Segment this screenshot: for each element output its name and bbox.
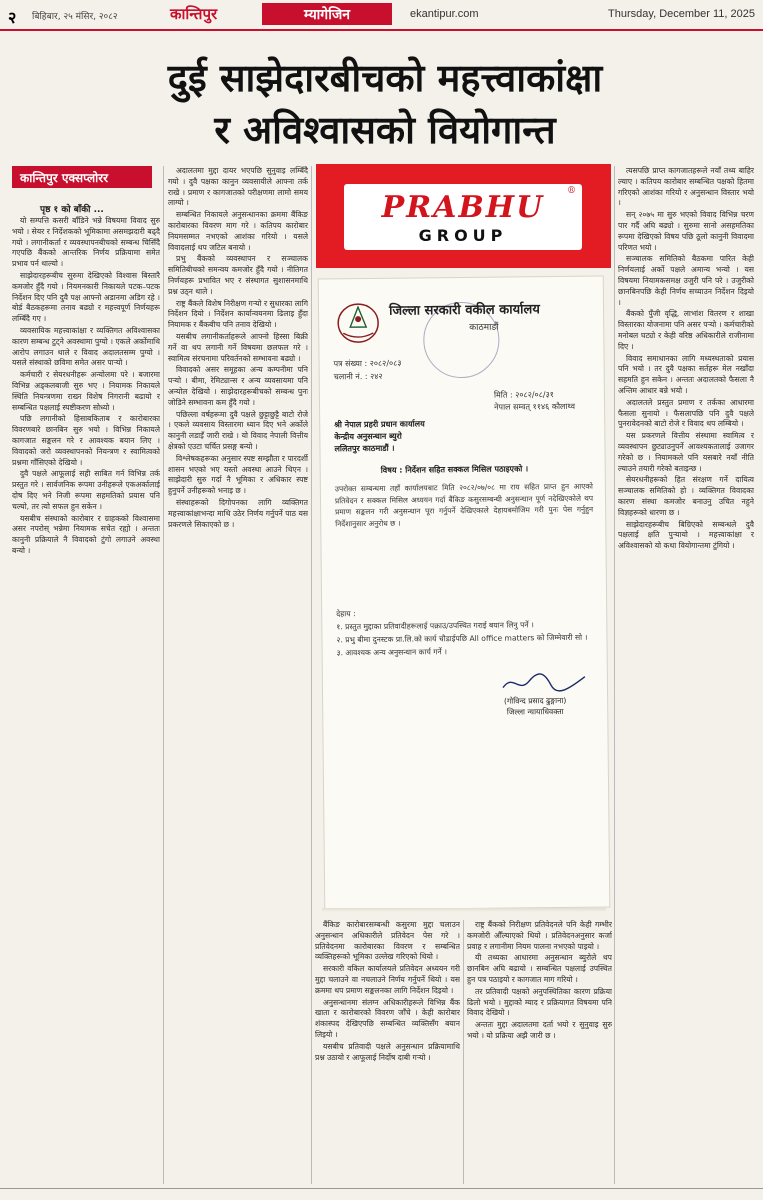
letter-date-nepal-samvat: नेपाल सम्वत् ११४६ कौलाथ्व [494, 401, 576, 412]
article-column-5 [467, 920, 612, 1184]
signer-title: जिल्ला न्यायाधिवक्ता [506, 706, 564, 717]
registered-mark-icon: ® [567, 186, 576, 196]
ad-brand-subtitle: GROUP [418, 226, 508, 245]
letter-body: उपरोक्त सम्बन्धमा तहाँ कार्यालयबाट मिति २०८२/०७/०८ मा राय सहित प्राप्त हुन आएको प्रतिवेदन र सक्कल मिसिल अध्ययन गर्दा बैंकिङ कसुरसम्बन्धी अनुसन्धान पूर्ण नदेखिएकोले थप प्रमाण सङ्कलन गरी अनुसन्धान पूरा गर्नुपर्ने देखिएकाले देहायबमोजिम गरी पुनः पेस गर्नुहुन निर्देशानुसार अनुरोध छ । [334, 481, 594, 528]
instructions-heading: देहाय : [336, 609, 356, 619]
footer-divider [0, 1188, 763, 1189]
paragraph: यसबीच संस्थाको कारोबार र ग्राहकको विश्वासमा असर नपरोस् भन्नेमा नियामक सचेत रह्यो । अन्ततः कानुनी प्रक्रियाले नै विवादको टुंगो लगाउने अवस्था बन्यो । [12, 513, 160, 555]
headline-line-2: र अविश्वासको वियोगान्त [214, 108, 556, 152]
continued-from: पृष्ठ १ को बाँकी ... [40, 205, 104, 215]
article-column-2 [168, 166, 308, 1184]
column-tag: कान्तिपुर एक्सप्लोरर [12, 166, 152, 188]
column-divider [614, 166, 615, 1184]
ad-brand-name: PRABHU [381, 190, 545, 225]
paragraph: त्यसपछि प्राप्त कागजातहरूले नयाँ तथ्य बाहिर ल्याए । कतिपय कारोबार सम्बन्धित पक्षको हितमा गरिएको आशंका गरियो र अनुसन्धान विस्तार भयो । [618, 166, 754, 208]
paragraph: अदालतले प्रस्तुत प्रमाण र तर्कका आधारमा फैसला सुनायो । फैसलापछि पनि दुवै पक्षले पुनरावेदनको बाटो रोजे र विवाद थप लम्बियो । [618, 397, 754, 429]
paragraph: अनुसन्धानमा संलग्न अधिकारीहरूले विभिन्न बैंक खाता र कारोबारको विवरण जाँचे । केही कारोबार शंकास्पद देखिएपछि सम्बन्धित व्यक्तिसँग बयान लिइयो । [315, 997, 460, 1039]
letter-photo [319, 277, 610, 910]
article-column-3 [618, 166, 754, 1184]
paragraph: तर प्रतिवादी पक्षको अनुपस्थितिका कारण प्रक्रिया ढिलो भयो । मुद्दाको म्याद र प्रक्रियागत विषयमा पनि विवाद देखियो । [467, 986, 612, 1018]
paragraph: विश्लेषकहरूका अनुसार स्पष्ट सम्झौता र पारदर्शी शासन भएको भए यस्तो अवस्था आउने थिएन । साझेदारी सुरु गर्दा नै भूमिका र अधिकार स्पष्ट हुनुपर्ने उनीहरूको भनाइ छ । [168, 453, 308, 496]
letter-reference [334, 357, 402, 384]
paragraph: राष्ट्र बैंकको निरीक्षण प्रतिवेदनले पनि केही गम्भीर कमजोरी औँल्याएको थियो । प्रतिवेदनअनुसार कर्जा प्रवाह र लगानीमा नियम पालना नभएको पाइयो । [467, 920, 612, 951]
instruction-item: ३. आवश्यक अन्य अनुसन्धान कार्य गर्ने । [336, 647, 448, 658]
recipient-line-3: ललितपुर काठमाडौं । [334, 443, 395, 454]
letter-dispatch-number: चलानी नं. : २४२ [333, 371, 383, 382]
recipient-line-2: केन्द्रीय अनुसन्धान ब्युरो [334, 431, 402, 442]
instruction-item: १. प्रस्तुत मुद्दाका प्रतिवादीहरूलाई पक्राउ/उपस्थित गराई बयान लिनु पर्ने । [336, 620, 534, 632]
letter-fiscal-year: पत्र संख्या : २०८२/०८३ [333, 358, 402, 369]
nepal-emblem-icon [333, 297, 383, 346]
paragraph: पछि लगानीको हिसाबकिताब र कारोबारका विवरणबारे छानबिन सुरु भयो । विभिन्न निकायले कागजात सङ्कलन गरे र आवश्यक बयान लिए । विवादको जरो व्यवस्थापनको नियन्त्रण र स्वामित्वको प्रश्नमा गाँसिएको देखियो । [12, 414, 160, 467]
paragraph: पछिल्ला वर्षहरूमा दुवै पक्षले छुट्टाछुट्टै बाटो रोजे । एकले व्यवसाय विस्तारमा ध्यान दिए भने अर्कोले कानुनी लडाइँ जारी राखे । यो विवाद नेपाली वित्तीय क्षेत्रको एउटा चर्चित प्रसङ्ग बन्यो । [168, 409, 308, 451]
headline [40, 52, 730, 156]
prabhu-group-ad[interactable] [316, 164, 611, 268]
paragraph: दुवै पक्षले आफूलाई सही साबित गर्न विभिन्न तर्क प्रस्तुत गरे । सार्वजनिक रूपमा उनीहरूले एकअर्कालाई दोष दिए भने निजी रूपमा सहमतिको प्रयास पनि चल्यो, तर त्यो सफल हुन सकेन । [12, 469, 160, 511]
paragraph: यी तथ्यका आधारमा अनुसन्धान ब्युरोले थप छानबिन अघि बढायो । सम्बन्धित पक्षलाई उपस्थित हुन पत्र पठाइयो र कागजात माग गरियो । [467, 953, 612, 984]
letter-instructions [336, 605, 595, 660]
paragraph: प्रभु बैंकको व्यवस्थापन र सञ्चालक समितिबीचको समन्वय कमजोर हुँदै गयो । नीतिगत निर्णयहरू प्रभावित भए र संस्थागत सुशासनमाथि प्रश्न उठ्न थाले । [168, 254, 308, 296]
paragraph: विवाद समाधानका लागि मध्यस्थताको प्रयास पनि भयो । तर दुवै पक्षका सर्तहरू मेल नखाँदा सहमति हुन सकेन । अन्ततः अदालतको फैसला नै अन्तिम आधार बन्ने भयो । [618, 353, 754, 395]
paragraph: यसबीच प्रतिवादी पक्षले अनुसन्धान प्रक्रियामाथि प्रश्न उठायो र आफूलाई निर्दोष दाबी गर्‍यो । [315, 1041, 460, 1062]
paragraph: कर्मचारी र सेयरधनीहरू अन्योलमा परे । बजारमा विभिन्न अड्कलबाजी सुरु भए । नियामक निकायले स्थिति नियन्त्रणमा राख्न विशेष निगरानी बढायो र सम्बन्धित पक्षलाई स्पष्टीकरण सोध्यो । [12, 370, 160, 412]
letter-subject: विषय : निर्देशन सहित सक्कल मिसिल पठाइएको । [380, 464, 529, 475]
column-divider [463, 920, 464, 1184]
paragraph: सन् २०७५ मा सुरु भएको विवाद विभिन्न चरण पार गर्दै अघि बढ्यो । सुरुमा सानो असहमतिका रूपमा देखिएको विषय पछि ठूलो कानुनी विवादमा परिणत भयो । [618, 210, 754, 252]
paragraph: यस प्रकरणले वित्तीय संस्थामा स्वामित्व र व्यवस्थापन छुट्याउनुपर्ने आवश्यकतालाई उजागर गरेको छ । नियामकले पनि यसबारे नयाँ नीति ल्याउने तयारी गरेको बताइन्छ । [618, 431, 754, 473]
letter-recipient [334, 417, 594, 456]
page-number: २ [8, 8, 17, 27]
letter-signatory [473, 695, 597, 718]
paragraph: साझेदारहरूबीच सुरुमा देखिएको विश्वास बिस्तारै कमजोर हुँदै गयो । नियमनकारी निकायले पटक–पटक निर्देशन दिए पनि दुवै पक्ष आफ्नो अडानमा अडिग रहे । बोर्ड बैठकहरूमा तनाव बढ्यो र महत्त्वपूर्ण निर्णयहरू लम्बिँदै गए । [12, 270, 160, 324]
signature-icon [499, 669, 589, 696]
paragraph: बैंकिङ कारोबारसम्बन्धी कसुरमा मुद्दा चलाउन अनुसन्धान अधिकारीले प्रतिवेदन पेस गरे । प्रतिवेदनमा कारोबारका विवरण र सम्बन्धित व्यक्तिहरूको भूमिका उल्लेख गरिएको थियो । [315, 920, 460, 962]
paragraph: राष्ट्र बैंकले विशेष निरीक्षण गर्‍यो र सुधारका लागि निर्देशन दियो । निर्देशन कार्यान्वयनमा ढिलाइ हुँदा नियामक र बैंकबीच पनि तनाव देखियो । [168, 298, 308, 330]
letter-shadow [322, 908, 606, 912]
column-divider [311, 166, 312, 1184]
headline-line-1: दुई साझेदारबीचको महत्त्वाकांक्षा [167, 56, 603, 100]
date-nepali: बिहिबार, २५ मंसिर, २०८२ [32, 12, 118, 22]
paragraph: यसबीच लगानीकर्ताहरूले आफ्नो हिस्सा बिक्री गर्ने वा थप लगानी गर्ने विषयमा छलफल गरे । स्वामित्व संरचनामा परिवर्तनको सम्भावना बढ्यो । [168, 331, 308, 363]
website-link[interactable]: ekantipur.com [410, 8, 479, 20]
letter-dates [494, 389, 575, 414]
paragraph: अदालतमा मुद्दा दायर भएपछि सुनुवाइ लम्बिँदै गयो । दुवै पक्षका कानुन व्यवसायीले आफ्ना तर्क राखे । प्रमाण र कागजातको परीक्षणमा लामो समय लाग्यो । [168, 166, 308, 208]
paragraph: विवादको असर समूहका अन्य कम्पनीमा पनि पर्‍यो । बीमा, रेमिट्यान्स र अन्य व्यवसायमा पनि अन्योल देखियो । साझेदारहरूबीचको सम्बन्ध पुनः जोडिने सम्भावना कम हुँदै गयो । [168, 365, 308, 407]
recipient-line-1: श्री नेपाल प्रहरी प्रधान कार्यालय [334, 419, 425, 430]
header-divider [0, 29, 763, 31]
letter-office-place: काठमाडौं [469, 322, 499, 333]
date-english: Thursday, December 11, 2025 [608, 8, 755, 20]
paragraph: सञ्चालक समितिको बैठकमा पारित केही निर्णयलाई अर्को पक्षले अमान्य भन्यो । यस विषयमा नियामकसमक्ष उजुरी पनि परे । उजुरीको छानबिनपछि केही निर्णय सच्याउन निर्देशन दिइयो । [618, 254, 754, 307]
paragraph: सेयरधनीहरूको हित संरक्षण गर्ने दायित्व सञ्चालक समितिको हो । व्यक्तिगत विवादका कारण संस्था कमजोर बनाउनु उचित नहुने विज्ञहरूको धारणा छ । [618, 475, 754, 517]
article-column-1 [12, 216, 160, 1184]
signer-name: (गोविन्द प्रसाद ढुङ्गाना) [503, 695, 567, 706]
paragraph: संस्थाहरूको दिगोपनका लागि व्यक्तिगत महत्त्वाकांक्षाभन्दा माथि उठेर निर्णय गर्नुपर्ने पाठ यस प्रकरणले सिकाएको छ । [168, 497, 308, 529]
paragraph: यो सम्पत्ति कसरी बाँडिने भन्ने विषयमा विवाद सुरु भयो । सेयर र निर्देशकको भूमिकामा असमझदारी बढ्दै गयो । लगानीकर्ता र व्यवस्थापनबीचको सम्बन्ध चिसिँदै गएपछि बैंकको आन्तरिक निर्णय प्रक्रियामा समेत प्रभाव पर्न थाल्यो । [12, 216, 160, 269]
letter-office-name: जिल्ला सरकारी वकील कार्यालय [388, 302, 540, 319]
page-header [0, 0, 763, 30]
paragraph: व्यवसायिक महत्त्वाकांक्षा र व्यक्तिगत अविश्वासका कारण सम्बन्ध टुट्ने अवस्थामा पुग्यो । एकले अर्कोमाथि आरोप लगाउन थाले र विवाद अदालतसम्म पुग्यो । यसले संस्थाको छविमा समेत असर पार्‍यो । [12, 325, 160, 368]
ad-logo-box [344, 184, 582, 250]
paragraph: अन्ततः मुद्दा अदालतमा दर्ता भयो र सुनुवाइ सुरु भयो । यो प्रक्रिया अझै जारी छ । [467, 1020, 612, 1040]
paragraph: बैंकको पुँजी वृद्धि, लाभांश वितरण र शाखा विस्तारका योजनामा पनि असर पर्‍यो । कर्मचारीको मनोबल घट्यो र केही वरिष्ठ अधिकारीले राजीनामा दिए । [618, 309, 754, 351]
article-column-4 [315, 920, 460, 1184]
publication-name: कान्तिपुर [170, 5, 218, 23]
column-divider [163, 166, 164, 1184]
instruction-item: २. प्रभु बीमा दुनस्टक प्रा.लि.को कार्य चौडाईपछि All office matters को जिम्मेवारी सो । [336, 632, 588, 645]
paragraph: सम्बन्धित निकायले अनुसन्धानका क्रममा बैंकिङ कारोबारका विवरण माग गरे । कतिपय कारोबार नियमसम्मत नभएको आशंका गरियो । यसले विवादलाई थप जटिल बनायो । [168, 210, 308, 252]
paragraph: सरकारी वकिल कार्यालयले प्रतिवेदन अध्ययन गरी मुद्दा चलाउने वा नचलाउने निर्णय गर्नुपर्ने थियो । यस क्रममा थप प्रमाण सङ्कलनका लागि निर्देशन दिइयो । [315, 964, 460, 995]
letter-date: मिति : २०८२/०८/३१ [493, 390, 554, 400]
paragraph: साझेदारहरूबीच बिग्रिएको सम्बन्धले दुवै पक्षलाई क्षति पुर्‍यायो । महत्त्वाकांक्षा र अविश्वासको यो कथा वियोगान्तमा टुंगियो । [618, 519, 754, 551]
section-badge: म्यागेजिन [262, 3, 392, 25]
